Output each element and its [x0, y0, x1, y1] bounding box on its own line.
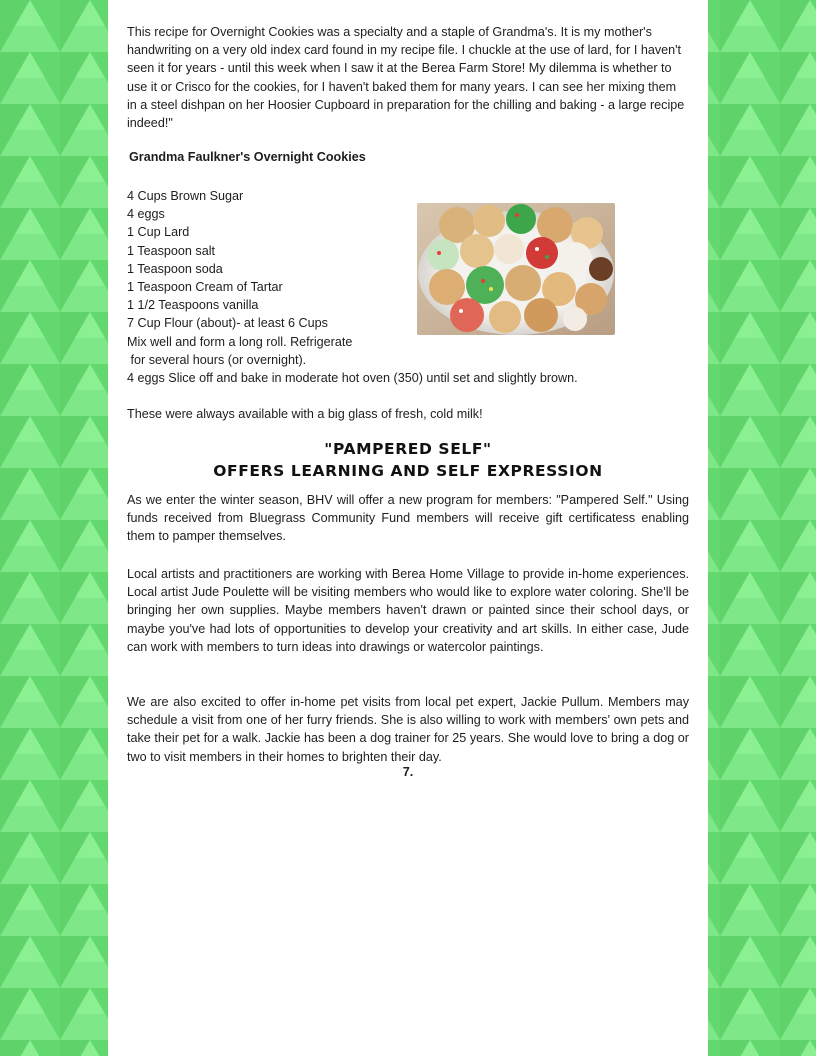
ingredient-line: 1 Teaspoon soda: [127, 261, 223, 276]
left-decorative-border: [0, 0, 108, 1056]
article-heading-line-2: OFFERS LEARNING AND SELF EXPRESSION: [213, 462, 603, 480]
cookie-plate-image: [417, 203, 615, 335]
ingredient-line: 4 eggs: [127, 207, 165, 222]
article-heading: [108, 438, 708, 482]
recipe-title: Grandma Faulkner's Overnight Cookies: [129, 150, 366, 164]
page-number: 7.: [402, 765, 414, 779]
left-triangle-pattern: [0, 0, 108, 1056]
instruction-line: 4 eggs Slice off and bake in moderate hot oven (350) until set and slightly brown.: [127, 371, 578, 386]
ingredient-line: 7 Cup Flour (about)- at least 6 Cups: [127, 316, 328, 331]
instruction-line: for several hours (or overnight).: [127, 352, 307, 367]
newsletter-page: [108, 0, 708, 1056]
article-paragraph: As we enter the winter season, BHV will offer a new program for members: "Pampered Self." Using funds received from Bluegrass Community Fund members will receive gift certificatess enabling them to pamper themselves.: [127, 493, 689, 544]
ingredient-line: 1 1/2 Teaspoons vanilla: [127, 298, 259, 313]
ingredient-line: 1 Cup Lard: [127, 225, 190, 240]
instruction-line: Mix well and form a long roll. Refrigerate: [127, 334, 353, 349]
right-decorative-border: [708, 0, 816, 1056]
ingredient-line: 4 Cups Brown Sugar: [127, 189, 244, 203]
intro-paragraph: This recipe for Overnight Cookies was a specialty and a staple of Grandma's. It is my mother's handwriting on a very old index card found in my recipe file. I chuckle at the use of lard, for I haven't seen it for years - until this week when I saw it at the Berea Farm Store! My dilemma is whether to use it or Crisco for the cookies, for I haven't baked them for many years. I can see her mixing them in a steel dishpan on her Hoosier Cupboard in preparation for the chilling and baking - a large recipe indeed!": [127, 25, 685, 131]
ingredient-line: 1 Teaspoon salt: [127, 243, 215, 258]
article-heading-line-1: "PAMPERED SELF": [324, 440, 492, 458]
right-triangle-pattern: [708, 0, 816, 1056]
recipe-closing-note: These were always available with a big glass of fresh, cold milk!: [127, 407, 483, 421]
article-paragraph: We are also excited to offer in-home pet visits from local pet expert, Jackie Pullum. Members may schedule a visit from one of her furry friends. She is also willing to work with members' own pets and take their pet for a walk. Jackie has been a dog trainer for 25 years. She would love to bring a dog or two to visit members in their homes to brighten their day.: [127, 695, 689, 764]
article-paragraph: Local artists and practitioners are working with Berea Home Village to provide in-home experiences. Local artist Jude Poulette will be visiting members who would like to explore water coloring. She'll be bringing her own supplies. Maybe members haven't drawn or painted since their school days, or maybe you've had lots of opportunities to develop your creativity and art skills. In either case, Jude can work with members to turn ideas into drawings or watercolor paintings.: [127, 567, 689, 654]
ingredient-line: 1 Teaspoon Cream of Tartar: [127, 280, 283, 295]
